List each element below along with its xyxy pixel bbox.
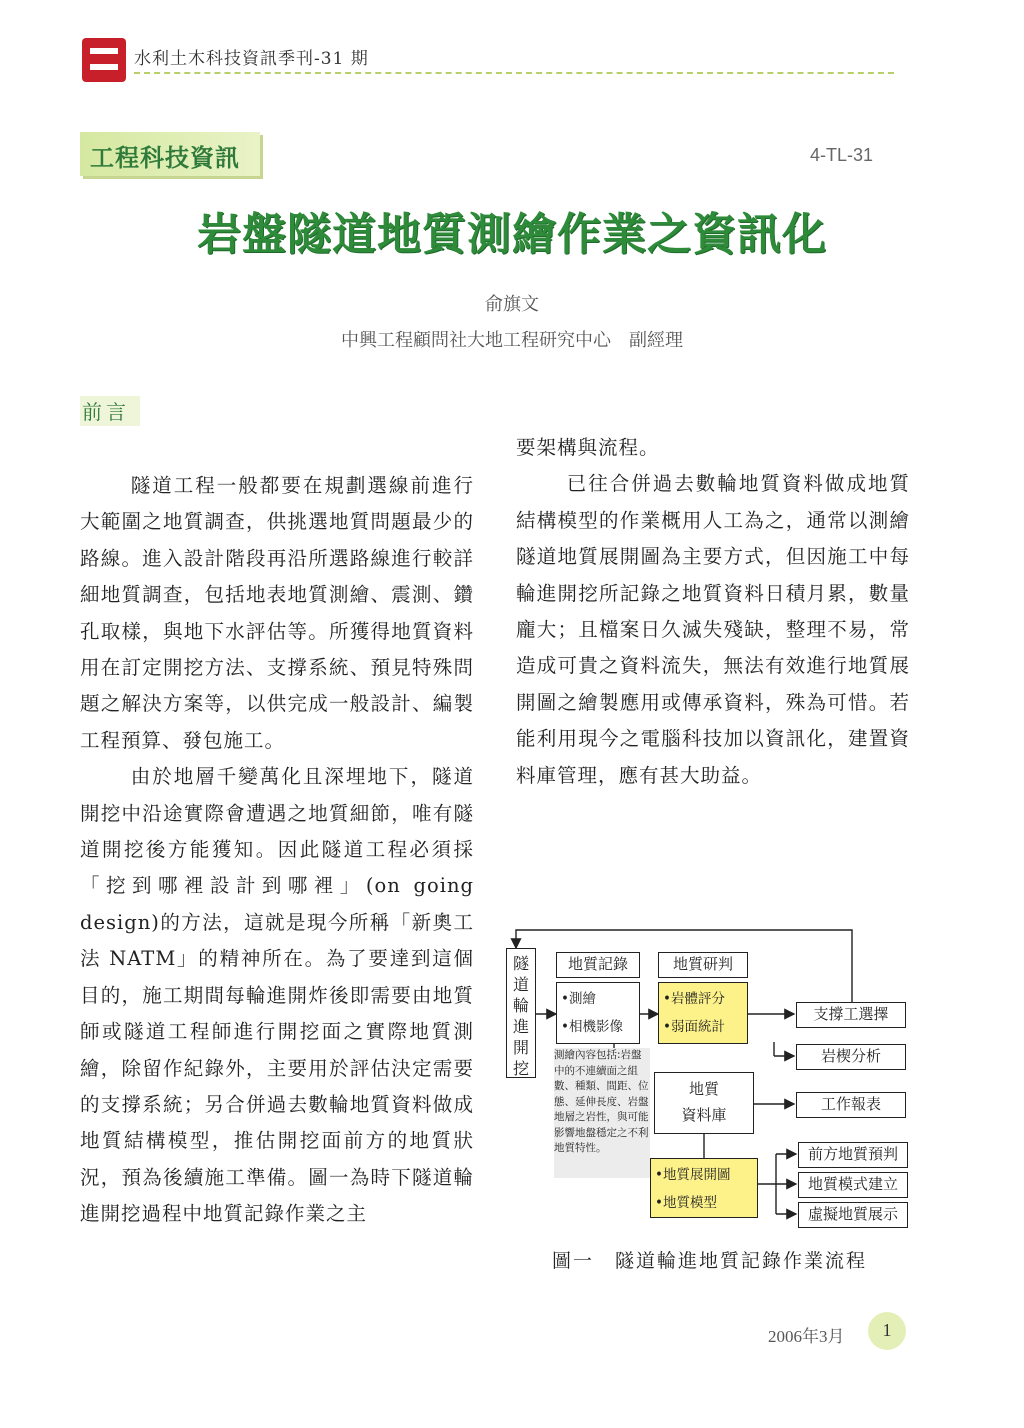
expand-map-item: •地質展開圖 [655, 1167, 731, 1183]
rock-rating-item: •岩體評分 [663, 991, 725, 1007]
page-number: 1 [882, 1320, 892, 1340]
author-name: 俞旗文 [485, 294, 539, 315]
geo-output-box [650, 1158, 758, 1218]
virtual-box [798, 1202, 908, 1228]
paragraph: 要架構與流程。 [516, 436, 660, 459]
virtual-label: 虛擬地質展示 [807, 1205, 898, 1223]
section-badge [80, 132, 260, 176]
article-code: 4-TL-31 [810, 145, 874, 165]
left-column [80, 468, 474, 1233]
issue-date: 2006年3月 [768, 1327, 845, 1346]
model-build-label: 地質模式建立 [807, 1175, 898, 1193]
record-methods-box [556, 982, 640, 1044]
support-box [796, 1002, 906, 1028]
wedge-label: 岩楔分析 [820, 1047, 881, 1065]
paragraph: 隧道工程一般都要在規劃選線前進行大範圍之地質調查，供挑選地質問題最少的路線。進入設計階段再沿所選路線進行較詳細地質調查，包括地表地質測繪、震測、鑽孔取樣，與地下水評估等。所獲得地質資料用在訂定開挖方法、支撐系統、預見特殊問題之解決方案等，以供完成一般設計、編製工程預算、發包施工。 [80, 474, 474, 752]
author-affiliation: 中興工程顧問社大地工程研究中心 副經理 [341, 330, 683, 351]
page-number-badge [868, 1312, 906, 1350]
forecast-label: 前方地質預判 [807, 1145, 898, 1163]
model-build-box [798, 1172, 908, 1198]
paragraph: 已往合併過去數輪地質資料做成地質結構模型的作業概用人工為之，通常以測繪隧道地質展開圖為主要方式，但因施工中每輪進開挖所記錄之地質資料日積月累，數量龐大；且檔案日久滅失殘缺，整理不易，常造成可貴之資料流失，無法有效進行地質展開圖之繪製應用或傳承資料，殊為可惜。若能利用現今之電腦科技加以資訊化，建置資料庫管理，應有甚大助益。 [516, 472, 910, 787]
geo-study-box [658, 952, 748, 978]
tunnel-box [506, 948, 536, 1078]
journal-name: 水利土木科技資訊季刊-31 期 [134, 49, 369, 69]
section-label: 工程科技資訊 [90, 144, 240, 172]
right-column [516, 430, 910, 794]
study-methods-box [658, 982, 748, 1044]
article-title: 岩盤隧道地質測繪作業之資訊化 [197, 209, 827, 260]
report-label: 工作報表 [820, 1095, 881, 1113]
section-heading [80, 396, 140, 426]
geo-record-box [556, 952, 640, 978]
paragraph: 由於地層千變萬化且深埋地下，隧道開挖中沿途實際會遭遇之地質細節，唯有隧道開挖後方能獲知。因此隧道工程必須採「挖到哪裡設計到哪裡」(on going design)的方法，這就是現今所稱「新奧工法 NATM」的精神所在。為了要達到這個目的，施工期間每輪進開炸後即需要由地質師或隧道工程師進行開挖面之實際地質測繪，除留作紀錄外，主要用於評估決定需要的支撐系統；另合併過去數輪地質資料做成地質結構模型，推估開挖面前方的地質狀況，預為後續施工準備。圖一為時下隧道輪進開挖過程中地質記錄作業之主 [80, 765, 474, 1226]
camera-item: •相機影像 [561, 1019, 623, 1035]
geo-study-label: 地質研判 [672, 955, 733, 973]
wedge-box [796, 1044, 906, 1070]
tunnel-label: 隧道輪進開挖 [513, 954, 530, 1078]
database-label-2: 資料庫 [681, 1106, 727, 1124]
survey-note: 測繪內容包括:岩盤中的不連續面之組數、種類、間距、位態、延伸長度、岩盤地層之岩性，與可能影響地盤穩定之不利地質特性。 [554, 1048, 650, 1178]
journal-logo [82, 38, 126, 82]
flow-diagram [504, 922, 924, 1242]
geo-model-item: •地質模型 [655, 1195, 717, 1211]
survey-item: •測繪 [561, 991, 596, 1007]
geo-record-label: 地質記錄 [567, 955, 628, 973]
database-label-1: 地質 [688, 1080, 719, 1098]
section-heading-text: 前言 [82, 400, 130, 424]
weak-plane-item: •弱面統計 [663, 1019, 725, 1035]
figure-caption: 圖一 隧道輪進地質記錄作業流程 [552, 1250, 868, 1272]
database-box [654, 1072, 754, 1134]
forecast-box [798, 1142, 908, 1168]
support-label: 支撐工選擇 [813, 1005, 889, 1023]
report-box [796, 1092, 906, 1118]
header-divider [134, 72, 894, 74]
